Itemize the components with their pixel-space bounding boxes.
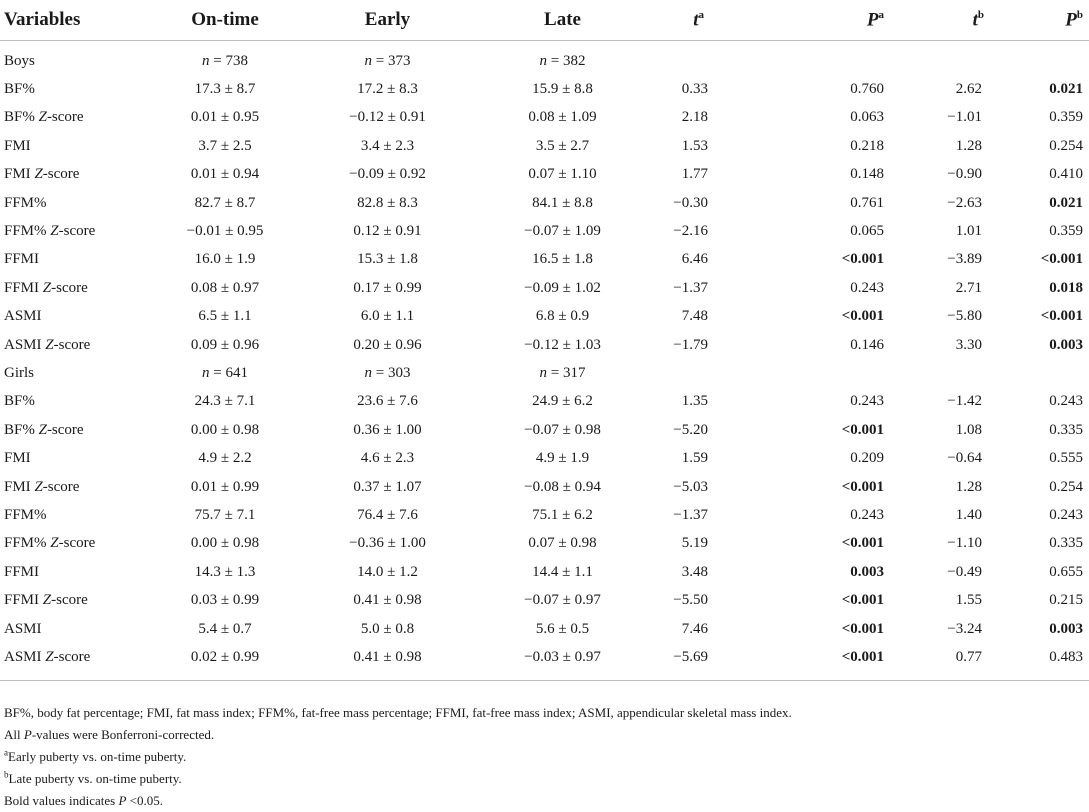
cell-t-b: −1.42 — [947, 393, 982, 410]
cell-p-b: 0.021 — [1049, 194, 1083, 211]
cell-variable: BF% — [4, 81, 35, 98]
cell-p-b: 0.483 — [990, 643, 1089, 680]
cell-p-b: 0.335 — [1049, 535, 1083, 552]
cell-p-a: 0.003 — [850, 563, 884, 580]
cell-t-b: 2.71 — [955, 279, 982, 296]
cell-t-b: −1.01 — [947, 109, 982, 126]
cell-t-b: 1.55 — [955, 592, 982, 609]
table-row — [0, 444, 1089, 472]
cell-p-b: 0.555 — [1049, 450, 1083, 467]
cell-late: 24.9 ± 6.2 — [532, 393, 593, 410]
cell-p-b: <0.001 — [1040, 308, 1083, 325]
cell-late: −0.07 ± 0.98 — [524, 421, 601, 438]
cell-p-a: <0.001 — [841, 592, 884, 609]
cell-variable: Boys — [4, 52, 35, 69]
cell-t-a: 7.48 — [681, 308, 708, 325]
cell-p-a: 0.065 — [850, 223, 884, 240]
cell-p-a: <0.001 — [710, 643, 890, 680]
cell-late: 75.1 ± 6.2 — [532, 506, 593, 523]
cell-late: −0.07 ± 1.09 — [524, 223, 601, 240]
cell-on-time: 0.00 ± 0.98 — [190, 535, 260, 552]
table-row — [0, 331, 1089, 359]
cell-variable: FMI Z-score — [4, 478, 80, 495]
cell-late: 16.5 ± 1.8 — [532, 251, 593, 268]
table-row — [0, 161, 1089, 189]
cell-p-b: 0.243 — [1049, 393, 1083, 410]
cell-p-b: 0.003 — [1049, 620, 1083, 637]
table-body — [0, 41, 1089, 681]
cell-p-a: <0.001 — [841, 421, 884, 438]
cell-late: 0.07 ± 1.10 — [528, 166, 597, 183]
cell-t-b: 3.30 — [955, 336, 982, 353]
cell-p-a: 0.063 — [850, 109, 884, 126]
footnote-a: $^a$Early puberty vs. on-time puberty. — [4, 747, 187, 764]
table-row — [0, 643, 1089, 680]
cell-t-a: −5.69 — [650, 643, 710, 680]
cell-t-a: −1.37 — [673, 279, 708, 296]
cell-on-time: 6.5 ± 1.1 — [198, 308, 252, 325]
cell-late: 15.9 ± 8.8 — [532, 81, 593, 98]
table-row — [0, 359, 1089, 387]
cell-late: 4.9 ± 1.9 — [535, 450, 590, 467]
cell-late: n = 317 — [539, 364, 586, 381]
cell-variable: FFM% — [4, 506, 47, 523]
cell-t-a: 5.19 — [681, 535, 708, 552]
cell-variable: ASMI — [4, 308, 42, 325]
cell-t-b: −0.64 — [947, 450, 982, 467]
cell-p-a: <0.001 — [841, 308, 884, 325]
cell-p-b: 0.254 — [1049, 478, 1083, 495]
cell-variable: FFMI — [4, 563, 40, 580]
cell-early: 0.17 ± 0.99 — [353, 279, 422, 296]
cell-early: 4.6 ± 2.3 — [360, 450, 415, 467]
cell-on-time: 82.7 ± 8.7 — [194, 194, 256, 211]
cell-early: 6.0 ± 1.1 — [360, 308, 415, 325]
cell-on-time: n = 641 — [202, 364, 248, 381]
cell-late: 14.4 ± 1.1 — [532, 563, 593, 580]
cell-t-a: 2.18 — [681, 109, 708, 126]
table-row — [0, 104, 1089, 132]
cell-on-time: 0.08 ± 0.97 — [190, 279, 260, 296]
cell-p-a — [710, 359, 890, 387]
cell-on-time: 0.00 ± 0.98 — [190, 421, 260, 438]
col-header-late: Late — [475, 0, 650, 41]
table-row — [0, 416, 1089, 444]
col-header-on-time: On-time — [150, 0, 300, 41]
col-header-p-b: $P^b$ — [990, 0, 1089, 41]
table-row — [0, 189, 1089, 217]
cell-variable: BF% Z-score — [4, 109, 84, 126]
cell-early: 3.4 ± 2.3 — [360, 137, 415, 154]
cell-p-a: 0.146 — [850, 336, 884, 353]
cell-t-b: 1.01 — [955, 223, 982, 240]
table-row — [0, 501, 1089, 529]
cell-t-b: −2.63 — [947, 194, 982, 211]
cell-p-b: 0.335 — [1049, 421, 1083, 438]
cell-p-a: 0.760 — [850, 81, 884, 98]
cell-p-b: 0.359 — [1049, 223, 1083, 240]
cell-t-a: 1.53 — [681, 137, 708, 154]
cell-early: 0.20 ± 0.96 — [353, 336, 422, 353]
cell-p-b: 0.215 — [1049, 592, 1083, 609]
table-row — [0, 530, 1089, 558]
cell-p-b — [990, 41, 1089, 76]
cell-t-a: −2.16 — [673, 223, 708, 240]
table-row — [0, 558, 1089, 586]
header-row — [0, 0, 1089, 41]
cell-t-b — [890, 359, 990, 387]
cell-p-b: 0.243 — [1049, 506, 1083, 523]
cell-variable: FMI — [4, 450, 31, 467]
cell-variable: FFM% Z-score — [4, 223, 96, 240]
cell-late: 0.07 ± 0.98 — [528, 535, 597, 552]
cell-late: 0.08 ± 1.09 — [528, 109, 597, 126]
table-row — [0, 274, 1089, 302]
col-header-p-a: $P^a$ — [710, 0, 890, 41]
cell-t-a: −1.37 — [673, 506, 708, 523]
cell-t-a — [650, 41, 710, 76]
cell-t-a: −5.20 — [673, 421, 708, 438]
cell-on-time: 17.3 ± 8.7 — [194, 81, 256, 98]
cell-late: 5.6 ± 0.5 — [535, 620, 590, 637]
cell-on-time: 0.01 ± 0.99 — [190, 478, 260, 495]
cell-p-b: 0.018 — [1049, 279, 1083, 296]
cell-on-time: 0.02 ± 0.99 — [150, 643, 300, 680]
cell-early: −0.36 ± 1.00 — [349, 535, 426, 552]
cell-p-a: <0.001 — [841, 478, 884, 495]
abbreviations-note: BF%, body fat percentage; FMI, fat mass index; FFM%, fat-free mass percentage; FFMI, fat-free mass index; ASMI, appendicular skeletal mass index. — [4, 705, 792, 720]
cell-on-time: 4.9 ± 2.2 — [198, 450, 252, 467]
cell-variable: Girls — [4, 364, 34, 381]
cell-late: 84.1 ± 8.8 — [532, 194, 593, 211]
cell-early: 82.8 ± 8.3 — [357, 194, 418, 211]
cell-t-a: 3.48 — [681, 563, 708, 580]
bonferroni-note: All P-values were Bonferroni-corrected. — [4, 727, 215, 742]
cell-variable: BF% — [4, 393, 35, 410]
cell-p-b: 0.021 — [1049, 81, 1083, 98]
bold-values-note: Bold values indicates P <0.05. — [4, 793, 163, 808]
cell-variable: FFMI — [4, 251, 40, 268]
cell-on-time: 5.4 ± 0.7 — [198, 620, 252, 637]
cell-early: n = 373 — [364, 52, 411, 69]
cell-late: n = 382 — [539, 52, 586, 69]
cell-p-b: <0.001 — [1040, 251, 1083, 268]
cell-t-b: 1.28 — [955, 137, 982, 154]
cell-p-a: 0.243 — [850, 393, 884, 410]
table-row — [0, 246, 1089, 274]
cell-late: −0.09 ± 1.02 — [524, 279, 601, 296]
col-header-t-b: $t^b$ — [890, 0, 990, 41]
cell-variable: ASMI — [4, 620, 42, 637]
cell-on-time: −0.01 ± 0.95 — [186, 223, 264, 240]
cell-variable: FFM% Z-score — [4, 535, 96, 552]
table-row — [0, 41, 1089, 76]
table-row — [0, 303, 1089, 331]
cell-p-b: 0.359 — [1049, 109, 1083, 126]
cell-p-a: 0.243 — [850, 506, 884, 523]
footnote-b: $^b$Late puberty vs. on-time puberty. — [4, 769, 182, 786]
cell-on-time: 24.3 ± 7.1 — [194, 393, 256, 410]
cell-t-a: −5.03 — [673, 478, 708, 495]
cell-early: −0.09 ± 0.92 — [349, 166, 426, 183]
cell-early: 0.37 ± 1.07 — [353, 478, 422, 495]
cell-t-a: −0.30 — [673, 194, 708, 211]
cell-on-time: 3.7 ± 2.5 — [198, 137, 252, 154]
cell-on-time: 14.3 ± 1.3 — [194, 563, 256, 580]
table-header — [0, 0, 1089, 41]
cell-early: 23.6 ± 7.6 — [357, 393, 418, 410]
cell-t-a: 0.33 — [681, 81, 708, 98]
cell-late: 6.8 ± 0.9 — [535, 308, 590, 325]
table-row — [0, 388, 1089, 416]
table-row — [0, 615, 1089, 643]
cell-p-a: 0.148 — [850, 166, 884, 183]
cell-variable: FMI Z-score — [4, 166, 80, 183]
cell-variable: ASMI Z-score — [4, 336, 91, 353]
cell-variable: FFMI Z-score — [4, 279, 88, 296]
cell-p-a — [710, 41, 890, 76]
cell-p-b: 0.655 — [1049, 563, 1083, 580]
cell-t-a: 1.59 — [681, 450, 708, 467]
cell-t-b: −0.90 — [947, 166, 982, 183]
cell-p-a: 0.209 — [850, 450, 884, 467]
cell-t-b — [890, 41, 990, 76]
cell-t-b: 2.62 — [955, 81, 982, 98]
cell-t-a: 6.46 — [681, 251, 708, 268]
cell-early: 0.41 ± 0.98 — [300, 643, 475, 680]
cell-early: 0.36 ± 1.00 — [353, 421, 422, 438]
col-header-early: Early — [300, 0, 475, 41]
cell-t-b: −5.80 — [947, 308, 982, 325]
cell-p-a: <0.001 — [841, 535, 884, 552]
cell-late: −0.12 ± 1.03 — [524, 336, 601, 353]
cell-late: −0.03 ± 0.97 — [475, 643, 650, 680]
cell-on-time: 0.03 ± 0.99 — [190, 592, 260, 609]
cell-p-b — [990, 359, 1089, 387]
cell-t-b: 1.08 — [955, 421, 982, 438]
cell-late: 3.5 ± 2.7 — [535, 137, 590, 154]
cell-t-b: 1.28 — [955, 478, 982, 495]
cell-p-b: 0.003 — [1049, 336, 1083, 353]
table-row — [0, 473, 1089, 501]
cell-t-b: −1.10 — [947, 535, 982, 552]
cell-on-time: n = 738 — [202, 52, 248, 69]
col-header-variables: Variables — [0, 0, 150, 41]
cell-p-a: <0.001 — [841, 620, 884, 637]
cell-early: 14.0 ± 1.2 — [357, 563, 418, 580]
table-row — [0, 586, 1089, 614]
cell-early: n = 303 — [364, 364, 411, 381]
table-row — [0, 217, 1089, 245]
cell-variable: ASMI Z-score — [0, 643, 150, 680]
cell-on-time: 0.01 ± 0.95 — [190, 109, 260, 126]
cell-early: 76.4 ± 7.6 — [357, 506, 418, 523]
cell-variable: BF% Z-score — [4, 421, 84, 438]
cell-t-a — [650, 359, 710, 387]
cell-early: 5.0 ± 0.8 — [360, 620, 415, 637]
cell-t-a: 1.77 — [681, 166, 708, 183]
cell-p-b: 0.254 — [1049, 137, 1083, 154]
cell-early: 17.2 ± 8.3 — [357, 81, 418, 98]
cell-t-a: −5.50 — [673, 592, 708, 609]
cell-variable: FFM% — [4, 194, 47, 211]
col-header-t-a: $t^a$ — [650, 0, 710, 41]
cell-on-time: 16.0 ± 1.9 — [194, 251, 256, 268]
table-row — [0, 75, 1089, 103]
cell-p-a: 0.218 — [850, 137, 884, 154]
table-footnotes — [4, 702, 1084, 812]
cell-on-time: 0.09 ± 0.96 — [190, 336, 260, 353]
cell-late: −0.07 ± 0.97 — [524, 592, 601, 609]
cell-early: 15.3 ± 1.8 — [357, 251, 418, 268]
cell-variable: FMI — [4, 137, 31, 154]
cell-early: 0.12 ± 0.91 — [353, 223, 422, 240]
cell-t-b: −3.89 — [947, 251, 982, 268]
cell-t-a: 7.46 — [681, 620, 708, 637]
cell-t-a: 1.35 — [681, 393, 708, 410]
cell-p-b: 0.410 — [1049, 166, 1083, 183]
cell-variable: FFMI Z-score — [4, 592, 88, 609]
cell-p-a: 0.761 — [850, 194, 884, 211]
cell-t-a: −1.79 — [673, 336, 708, 353]
cell-early: 0.41 ± 0.98 — [353, 592, 422, 609]
cell-t-b: 1.40 — [955, 506, 982, 523]
cell-t-b: −3.24 — [947, 620, 982, 637]
cell-early: −0.12 ± 0.91 — [349, 109, 426, 126]
table-row — [0, 132, 1089, 160]
cell-p-a: <0.001 — [841, 251, 884, 268]
cell-t-b: 0.77 — [890, 643, 990, 680]
cell-on-time: 75.7 ± 7.1 — [194, 506, 256, 523]
cell-late: −0.08 ± 0.94 — [524, 478, 601, 495]
cell-p-a: 0.243 — [850, 279, 884, 296]
cell-t-b: −0.49 — [947, 563, 982, 580]
cell-on-time: 0.01 ± 0.94 — [190, 166, 260, 183]
